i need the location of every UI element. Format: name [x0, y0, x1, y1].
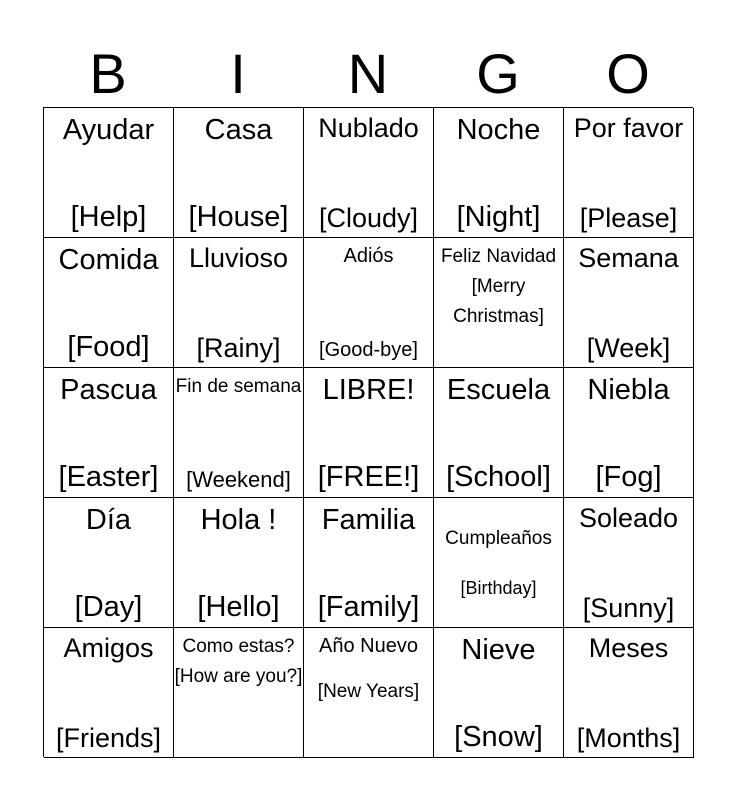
- header-letter-i: I: [230, 42, 246, 105]
- bingo-cell: [564, 498, 694, 628]
- cell-translation: [Snow]: [454, 721, 543, 753]
- cell-word: Como estas?: [182, 636, 295, 657]
- cell-word: Familia: [321, 504, 416, 536]
- cell-translation: [Help]: [70, 201, 147, 233]
- cell-translation: [Weekend]: [186, 467, 291, 492]
- cell-translation: [Please]: [579, 203, 678, 233]
- bingo-cell: [304, 238, 434, 368]
- header-letter-o: O: [606, 42, 650, 105]
- bingo-cell: [174, 628, 304, 758]
- cell-word: Semana: [578, 243, 679, 273]
- cell-word: Ayudar: [62, 114, 155, 146]
- bingo-cell: [44, 628, 174, 758]
- cell-translation: [FREE!]: [317, 461, 420, 493]
- cell-translation: [How are you?]: [174, 666, 303, 687]
- cell-word: Fin de semana: [175, 376, 302, 397]
- cell-word: Hola !: [200, 504, 277, 536]
- cell-word: Día: [85, 504, 132, 536]
- cell-word: Nieve: [461, 634, 536, 666]
- cell-word: Casa: [204, 114, 273, 146]
- cell-translation: [Good-bye]: [319, 339, 418, 361]
- header-letter-g: G: [476, 42, 520, 105]
- cell-word: LIBRE!: [322, 374, 415, 406]
- bingo-cell: [434, 628, 564, 758]
- cell-translation: [School]: [446, 461, 551, 493]
- cell-word: Cumpleaños: [445, 527, 552, 549]
- cell-translation: [House]: [188, 201, 289, 233]
- cell-word: Meses: [588, 633, 669, 663]
- bingo-cell: [564, 238, 694, 368]
- bingo-cell: [564, 368, 694, 498]
- cell-translation: [Fog]: [595, 461, 662, 493]
- cell-translation: [Week]: [586, 333, 671, 363]
- bingo-cell: [44, 238, 174, 368]
- cell-translation: [Rainy]: [196, 333, 281, 363]
- cell-translation: [Merry Christmas]: [453, 276, 544, 327]
- header-letter-n: N: [347, 42, 389, 105]
- cell-word: Soleado: [578, 503, 679, 533]
- cell-word: Adiós: [343, 245, 394, 267]
- cell-word: Año Nuevo: [319, 635, 418, 657]
- cell-word: Pascua: [60, 374, 157, 406]
- bingo-cell: [44, 368, 174, 498]
- cell-translation: [Easter]: [58, 461, 159, 493]
- cell-translation: [Hello]: [197, 591, 280, 623]
- bingo-cell: [174, 108, 304, 238]
- cell-word: Noche: [456, 114, 541, 146]
- cell-translation: [Night]: [456, 201, 541, 233]
- cell-translation: [Family]: [317, 591, 420, 623]
- bingo-cell: [434, 368, 564, 498]
- bingo-grid: [43, 107, 693, 757]
- bingo-cell: [174, 238, 304, 368]
- bingo-cell: [304, 628, 434, 758]
- cell-word: Lluvioso: [188, 243, 289, 273]
- cell-translation: [Sunny]: [582, 593, 675, 623]
- bingo-cell: [564, 628, 694, 758]
- cell-word: Escuela: [446, 374, 551, 406]
- bingo-cell: [564, 108, 694, 238]
- bingo-cell: [44, 108, 174, 238]
- bingo-cell: [434, 498, 564, 628]
- cell-word: Nublado: [318, 113, 419, 143]
- cell-word: Por favor: [573, 113, 684, 143]
- bingo-cell: [44, 498, 174, 628]
- bingo-cell: [304, 108, 434, 238]
- cell-translation: [Food]: [67, 331, 150, 363]
- cell-translation: [Cloudy]: [318, 203, 419, 233]
- bingo-header: [43, 44, 693, 104]
- cell-translation: [Birthday]: [460, 577, 537, 598]
- bingo-cell: [174, 368, 304, 498]
- bingo-cell: [434, 108, 564, 238]
- bingo-cell: [304, 498, 434, 628]
- cell-translation: [New Years]: [317, 681, 420, 702]
- cell-word: Amigos: [63, 633, 154, 663]
- bingo-cell: [434, 238, 564, 368]
- cell-translation: [Day]: [74, 591, 143, 623]
- bingo-cell: [174, 498, 304, 628]
- bingo-cell: [304, 368, 434, 498]
- cell-word: Comida: [58, 244, 159, 276]
- cell-word: Niebla: [587, 374, 670, 406]
- cell-word: Feliz Navidad: [440, 246, 557, 267]
- cell-translation: [Months]: [576, 723, 681, 753]
- header-letter-b: B: [89, 42, 127, 105]
- cell-translation: [Friends]: [55, 723, 162, 753]
